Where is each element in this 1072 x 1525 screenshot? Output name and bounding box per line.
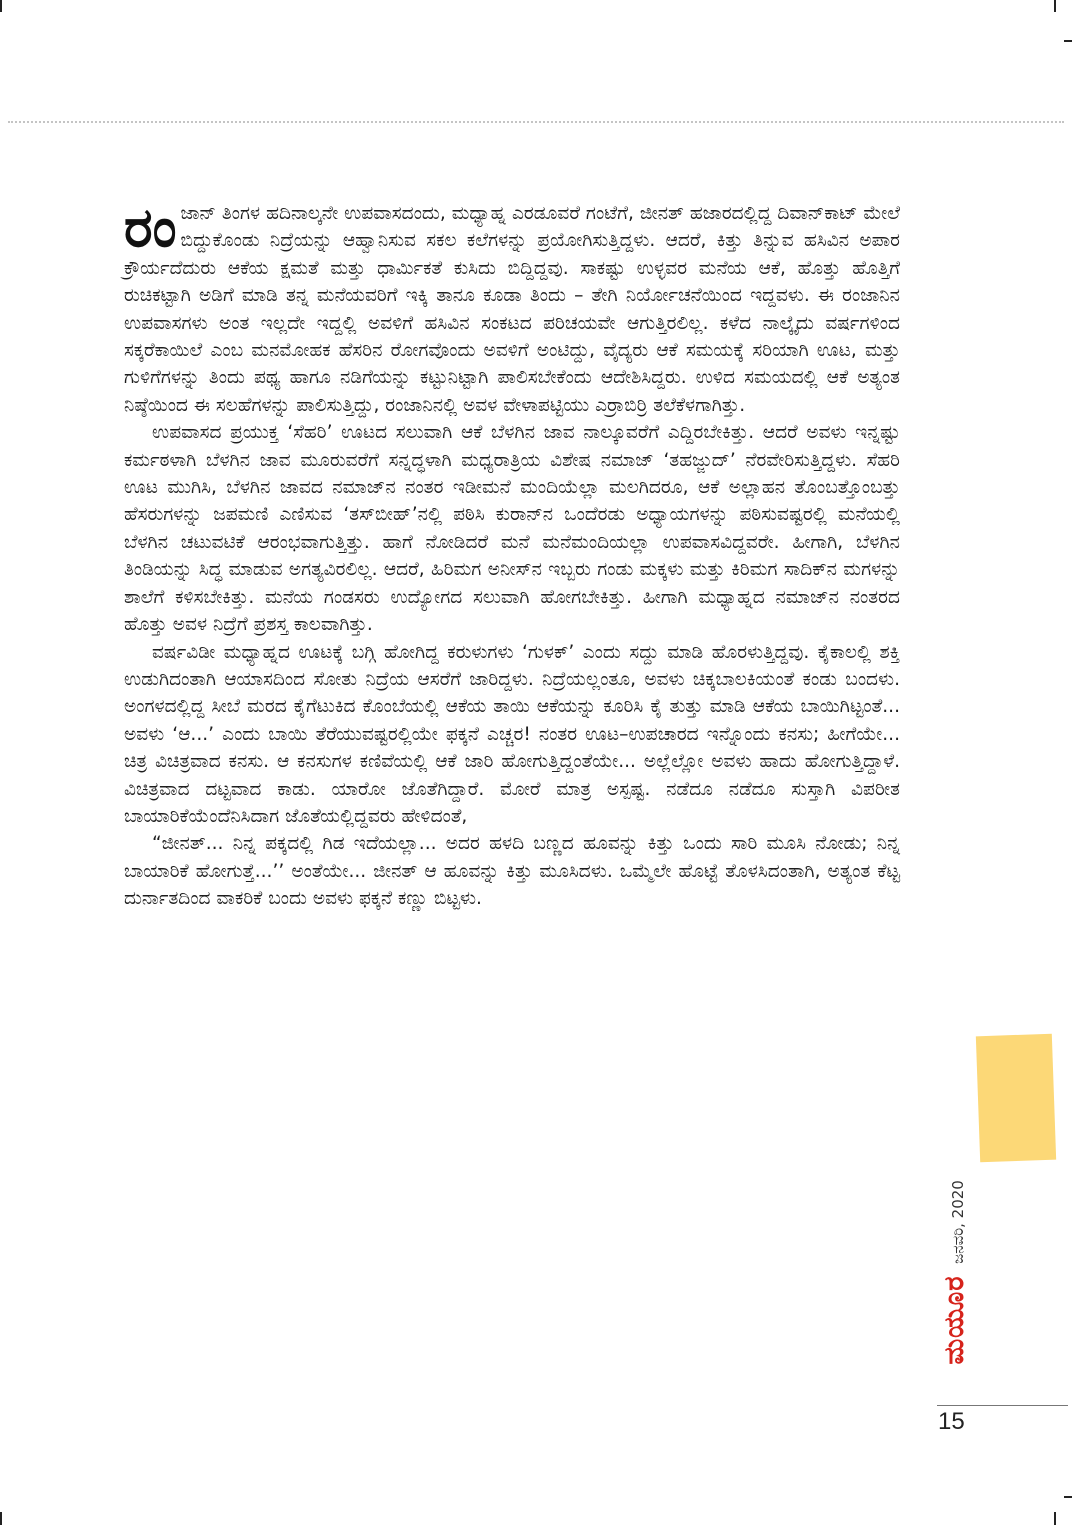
page-number: 15 [938, 1408, 965, 1435]
article-paragraph-3: ವರ್ಷವಿಡೀ ಮಧ್ಯಾಹ್ನದ ಊಟಕ್ಕೆ ಬಗ್ಗಿ ಹೋಗಿದ್ದ ಕರುಳುಗಳು ‘ಗುಳಕ್’ ಎಂದು ಸದ್ದು ಮಾಡಿ ಹೊರಳುತ್ತಿದ್ದವು. ಕೈಕಾಲಲ್ಲಿ ಶಕ್ತಿ ಉಡುಗಿದಂತಾಗಿ ಆಯಾಸದಿಂದ ಸೋತು ನಿದ್ರೆಯ ಆಸರೆಗೆ ಜಾರಿದ್ದಳು. ನಿದ್ರೆಯಲ್ಲಂತೂ, ಅವಳು ಚಿಕ್ಕಬಾಲಕಿಯಂತೆ ಕಂಡು ಬಂದಳು. ಅಂಗಳದಲ್ಲಿದ್ದ ಸೀಬೆ ಮರದ ಕೈಗೆಟುಕಿದ ಕೊಂಬೆಯಲ್ಲಿ ಆಕೆಯ ತಾಯಿ ಆಕೆಯನ್ನು ಕೂರಿಸಿ ಕೈ ತುತ್ತು ಮಾಡಿ ಆಕೆಯ ಬಾಯಿಗಿಟ್ಟಂತೆ... ಅವಳು ‘ಆ...’ ಎಂದು ಬಾಯಿ ತೆರೆಯುವಷ್ಟರಲ್ಲಿಯೇ ಫಕ್ಕನೆ ಎಚ್ಚರ! ನಂತರ ಊಟ–ಉಪಚಾರದ ಇನ್ನೊಂದು ಕನಸು; ಹೀಗೆಯೇ... ಚಿತ್ರ ವಿಚಿತ್ರವಾದ ಕನಸು. ಆ ಕನಸುಗಳ ಕಣಿವೆಯಲ್ಲಿ ಆಕೆ ಜಾರಿ ಹೋಗುತ್ತಿದ್ದಂತೆಯೇ... ಅಲ್ಲೆಲ್ಲೋ ಅವಳು ಹಾದು ಹೋಗುತ್ತಿದ್ದಾಳೆ. ವಿಚಿತ್ರವಾದ ದಟ್ಟವಾದ ಕಾಡು. ಯಾರೋ ಜೊತೆಗಿದ್ದಾರೆ. ಮೋರೆ ಮಾತ್ರ ಅಸ್ಪಷ್ಟ. ನಡೆದೂ ನಡೆದೂ ಸುಸ್ತಾಗಿ ವಿಪರೀತ ಬಾಯಾರಿಕೆಯೆಂದೆನಿಸಿದಾಗ ಜೊತೆಯಲ್ಲಿದ್ದವರು ಹೇಳಿದಂತೆ, [124, 641, 900, 827]
magazine-logo: ಮಯೂರ [939, 1275, 970, 1365]
article-body [124, 196, 900, 913]
article-paragraph-2: ಉಪವಾಸದ ಪ್ರಯುಕ್ತ ‘ಸೆಹರಿ’ ಊಟದ ಸಲುವಾಗಿ ಆಕೆ ಬೆಳಗಿನ ಜಾವ ನಾಲ್ಕೂವರೆಗೆ ಎದ್ದಿರಬೇಕಿತ್ತು. ಆದರೆ ಅವಳು ಇನ್ನಷ್ಟು ಕರ್ಮಠಳಾಗಿ ಬೆಳಗಿನ ಜಾವ ಮೂರುವರೆಗೆ ಸನ್ನದ್ಧಳಾಗಿ ಮಧ್ಯರಾತ್ರಿಯ ವಿಶೇಷ ನಮಾಜ್ ‘ತಹಜ್ಜುದ್’ ನೆರವೇರಿಸುತ್ತಿದ್ದಳು. ಸೆಹರಿ ಊಟ ಮುಗಿಸಿ, ಬೆಳಗಿನ ಜಾವದ ನಮಾಜ್‌ನ ನಂತರ ಇಡೀಮನೆ ಮಂದಿಯೆಲ್ಲಾ ಮಲಗಿದರೂ, ಆಕೆ ಅಲ್ಲಾಹನ ತೊಂಬತ್ತೊಂಬತ್ತು ಹೆಸರುಗಳನ್ನು ಜಪಮಣಿ ಎಣಿಸುವ ‘ತಸ್‌ಬೀಹ್’ನಲ್ಲಿ ಪಠಿಸಿ ಕುರಾನ್‌ನ ಒಂದೆರಡು ಅಧ್ಯಾಯಗಳನ್ನು ಪಠಿಸುವಷ್ಟರಲ್ಲಿ ಮನೆಯಲ್ಲಿ ಬೆಳಗಿನ ಚಟುವಟಿಕೆ ಆರಂಭವಾಗುತ್ತಿತ್ತು. ಹಾಗೆ ನೋಡಿದರೆ ಮನೆ ಮನೆಮಂದಿಯಲ್ಲಾ ಉಪವಾಸವಿದ್ದವರೇ. ಹೀಗಾಗಿ, ಬೆಳಗಿನ ತಿಂಡಿಯನ್ನು ಸಿದ್ಧ ಮಾಡುವ ಅಗತ್ಯವಿರಲಿಲ್ಲ. ಆದರೆ, ಹಿರಿಮಗ ಅನೀಸ್‌ನ ಇಬ್ಬರು ಗಂಡು ಮಕ್ಕಳು ಮತ್ತು ಕಿರಿಮಗ ಸಾದಿಕ್‌ನ ಮಗಳನ್ನು ಶಾಲೆಗೆ ಕಳಿಸಬೇಕಿತ್ತು. ಮನೆಯ ಗಂಡಸರು ಉದ್ಯೋಗದ ಸಲುವಾಗಿ ಹೋಗಬೇಕಿತ್ತು. ಹೀಗಾಗಿ ಮಧ್ಯಾಹ್ನದ ನಮಾಜ್‌ನ ನಂತರದ ಹೊತ್ತು ಅವಳ ನಿದ್ರೆಗೆ ಪ್ರಶಸ್ತ ಕಾಲವಾಗಿತ್ತು. [124, 422, 900, 636]
crop-mark-bottom-right [1054, 1512, 1056, 1525]
header-dotted-rule [8, 121, 1064, 123]
page-number-rule [937, 1405, 1068, 1406]
crop-mark-top-left [0, 0, 2, 12]
drop-cap: ರಂ [124, 196, 177, 259]
crop-mark-bottom-left [0, 1512, 2, 1525]
article-paragraph-4: “ಜೀನತ್... ನಿನ್ನ ಪಕ್ಕದಲ್ಲಿ ಗಿಡ ಇದೆಯಲ್ಲಾ... ಅದರ ಹಳದಿ ಬಣ್ಣದ ಹೂವನ್ನು ಕಿತ್ತು ಒಂದು ಸಾರಿ ಮೂಸಿ ನೋಡು; ನಿನ್ನ ಬಾಯಾರಿಕೆ ಹೋಗುತ್ತೆ...’’ ಅಂತೆಯೇ... ಜೀನತ್ ಆ ಹೂವನ್ನು ಕಿತ್ತು ಮೂಸಿದಳು. ಒಮ್ಮೆಲೇ ಹೊಟ್ಟೆ ತೊಳಸಿದಂತಾಗಿ, ಅತ್ಯಂತ ಕೆಟ್ಟ ದುರ್ನಾತದಿಂದ ವಾಕರಿಕೆ ಬಂದು ಅವಳು ಫಕ್ಕನೆ ಕಣ್ಣು ಬಿಟ್ಟಳು. [124, 833, 900, 910]
article-paragraph-1-text: ಜಾನ್ ತಿಂಗಳ ಹದಿನಾಲ್ಕನೇ ಉಪವಾಸದಂದು, ಮಧ್ಯಾಹ್ನ ಎರಡೂವರೆ ಗಂಟೆಗೆ, ಜೀನತ್ ಹಜಾರದಲ್ಲಿದ್ದ ದಿವಾನ್‌ಕಾಟ್ ಮೇಲೆ ಬಿದ್ದುಕೊಂಡು ನಿದ್ರೆಯನ್ನು ಆಹ್ವಾನಿಸುವ ಸಕಲ ಕಲೆಗಳನ್ನು ಪ್ರಯೋಗಿಸುತ್ತಿದ್ದಳು. ಆದರೆ, ಕಿತ್ತು ತಿನ್ನುವ ಹಸಿವಿನ ಅಪಾರ ಕ್ರೌರ್ಯದೆದುರು ಆಕೆಯ ಕ್ಷಮತೆ ಮತ್ತು ಧಾರ್ಮಿಕತೆ ಕುಸಿದು ಬಿದ್ದಿದ್ದವು. ಸಾಕಷ್ಟು ಉಳ್ಳವರ ಮನೆಯ ಆಕೆ, ಹೊತ್ತು ಹೊತ್ತಿಗೆ ರುಚಿಕಟ್ಟಾಗಿ ಅಡಿಗೆ ಮಾಡಿ ತನ್ನ ಮನೆಯವರಿಗೆ ಇಕ್ಕಿ ತಾನೂ ಕೂಡಾ ತಿಂದು – ತೇಗಿ ನಿರ್ಯೋಚನೆಯಿಂದ ಇದ್ದವಳು. ಈ ರಂಜಾನಿನ ಉಪವಾಸಗಳು ಅಂತ ಇಲ್ಲದೇ ಇದ್ದಲ್ಲಿ ಅವಳಿಗೆ ಹಸಿವಿನ ಸಂಕಟದ ಪರಿಚಯವೇ ಆಗುತ್ತಿರಲಿಲ್ಲ. ಕಳೆದ ನಾಲ್ಕೈದು ವರ್ಷಗಳಿಂದ ಸಕ್ಕರೆಕಾಯಿಲೆ ಎಂಬ ಮನಮೋಹಕ ಹೆಸರಿನ ರೋಗವೊಂದು ಅವಳಿಗೆ ಅಂಟಿದ್ದು, ವೈದ್ಯರು ಆಕೆ ಸಮಯಕ್ಕೆ ಸರಿಯಾಗಿ ಊಟ, ಮತ್ತು ಗುಳಿಗೆಗಳನ್ನು ತಿಂದು ಪಥ್ಯ ಹಾಗೂ ನಡಿಗೆಯನ್ನು ಕಟ್ಟುನಿಟ್ಟಾಗಿ ಪಾಲಿಸಬೇಕೆಂದು ಆದೇಶಿಸಿದ್ದರು. ಉಳಿದ ಸಮಯದಲ್ಲಿ ಆಕೆ ಅತ್ಯಂತ ನಿಷ್ಠೆಯಿಂದ ಈ ಸಲಹೆಗಳನ್ನು ಪಾಲಿಸುತ್ತಿದ್ದು, ರಂಜಾನಿನಲ್ಲಿ ಅವಳ ವೇಳಾಪಟ್ಟಿಯು ಎರ್ರಾಬಿರ್ರಿ ತಲೆಕೆಳಗಾಗಿತ್ತು. [124, 203, 900, 416]
article-paragraph-1 [124, 196, 900, 419]
crop-mark-right-upper [1064, 40, 1072, 42]
decorative-yellow-block [976, 1034, 1056, 1163]
crop-mark-right-lower [1064, 1496, 1072, 1498]
crop-mark-top-right [1054, 0, 1056, 12]
issue-date: ಜನವರಿ, 2020 [949, 1180, 967, 1264]
